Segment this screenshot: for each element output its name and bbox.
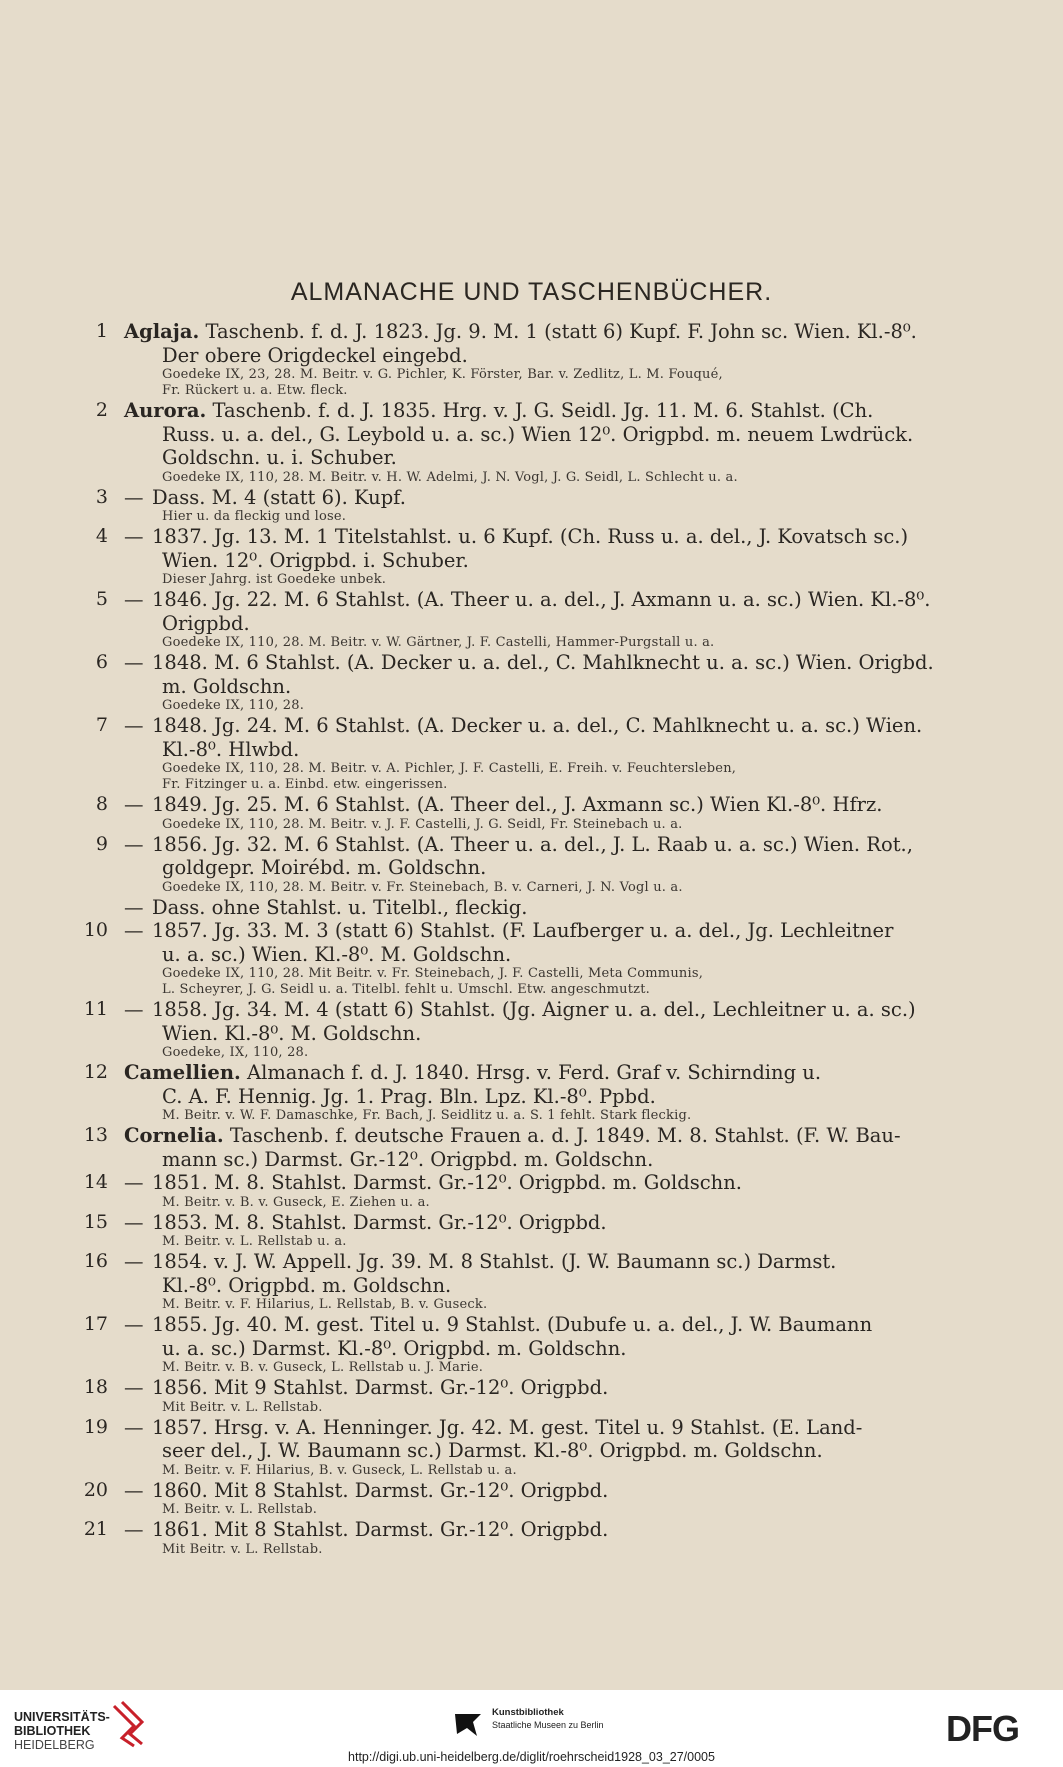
catalogue-entry: [82, 588, 972, 651]
catalogue-entry: [82, 1376, 972, 1416]
catalogue-entry: [82, 651, 972, 714]
catalogue-entry: [82, 1479, 972, 1519]
entry-number: 8: [95, 793, 108, 815]
ditto-dash: —: [124, 1415, 144, 1439]
entry-title: Aglaja.: [124, 320, 200, 343]
entry-title: Aurora.: [124, 399, 207, 422]
catalogue-entry: [82, 833, 972, 896]
dfg-logo[interactable]: DFG: [946, 1708, 1019, 1749]
entry-text: 1860. Mit 8 Stahlst. Darmst. Gr.-12⁰. Origpbd.: [152, 1478, 609, 1502]
catalogue-entry: [82, 1416, 972, 1479]
entry-number: 21: [83, 1518, 108, 1540]
entry-number: 6: [95, 651, 108, 673]
ditto-dash: —: [124, 998, 144, 1021]
entry-text: Dass. M. 4 (statt 6). Kupf.: [152, 485, 406, 509]
catalogue-entry: [82, 486, 972, 526]
ditto-dash: —: [124, 919, 144, 942]
entry-note: Dieser Jahrg. ist Goedeke unbek.: [162, 572, 387, 587]
entry-number: 20: [83, 1478, 108, 1501]
catalogue-entry: [82, 525, 972, 588]
catalogue-entry: [82, 919, 972, 998]
ditto-dash: —: [124, 1376, 144, 1399]
catalogue-entry: [82, 1313, 972, 1376]
entry-number: 10: [83, 919, 108, 941]
viewer-footer: [0, 1690, 1063, 1767]
entry-continuation: m. Goldschn.: [162, 674, 292, 698]
entry-note: Goedeke IX, 110, 28.: [162, 698, 305, 713]
entry-note: Goedeke IX, 110, 28. M. Beitr. v. J. F. Castelli, J. G. Seidl, Fr. Steinebach u. a.: [162, 816, 683, 832]
entry-text: 1855. Jg. 40. M. gest. Titel u. 9 Stahlst. (Dubufe u. a. del., J. W. Baumann: [152, 1313, 873, 1336]
entry-note: L. Scheyrer, J. G. Seidl u. a. Titelbl. fehlt u. Umschl. Etw. angeschmutzt.: [162, 982, 650, 997]
entry-number: 7: [95, 714, 108, 736]
entry-number: 11: [83, 998, 108, 1020]
ub-line-1: UNIVERSITÄTS-: [14, 1710, 110, 1724]
entry-text: 1846. Jg. 22. M. 6 Stahlst. (A. Theer u. a. del., J. Axmann u. a. sc.) Wien. Kl.-8⁰.: [152, 588, 931, 611]
entry-text: 1851. M. 8. Stahlst. Darmst. Gr.-12⁰. Origpbd. m. Goldschn.: [152, 1171, 742, 1194]
ditto-dash: —: [124, 485, 144, 509]
entry-title: Camellien.: [124, 1061, 241, 1084]
ditto-dash: —: [124, 588, 144, 611]
entry-continuation: Kl.-8⁰. Origpbd. m. Goldschn.: [162, 1273, 452, 1297]
entry-note: Goedeke, IX, 110, 28.: [162, 1045, 309, 1060]
entry-text: 1856. Jg. 32. M. 6 Stahlst. (A. Theer u. a. del., J. L. Raab u. a. sc.) Wien. Rot.,: [152, 832, 913, 856]
ub-heidelberg-label[interactable]: [14, 1710, 110, 1752]
entry-continuation: Wien. 12⁰. Origpbd. i. Schuber.: [162, 548, 469, 572]
ditto-dash: —: [124, 1478, 144, 1502]
entry-number: 15: [83, 1210, 108, 1233]
page-title: ALMANACHE UND TASCHENBÜCHER.: [290, 278, 773, 306]
entry-continuation: u. a. sc.) Wien. Kl.-8⁰. M. Goldschn.: [162, 942, 512, 966]
kunstbibliothek-label[interactable]: [492, 1706, 604, 1731]
entry-number: 14: [83, 1171, 108, 1193]
entry-text: 1854. v. J. W. Appell. Jg. 39. M. 8 Stahlst. (J. W. Baumann sc.) Darmst.: [152, 1250, 837, 1273]
ditto-dash: —: [124, 1313, 144, 1336]
entry-text: 1858. Jg. 34. M. 4 (statt 6) Stahlst. (Jg. Aigner u. a. del., Lechleitner u. a. sc.): [152, 998, 916, 1021]
ditto-dash: —: [124, 525, 144, 548]
ditto-dash: —: [124, 1171, 144, 1194]
catalogue-entry: [82, 1061, 972, 1124]
entry-text: 1856. Mit 9 Stahlst. Darmst. Gr.-12⁰. Origpbd.: [152, 1376, 609, 1399]
entry-note: M. Beitr. v. L. Rellstab.: [162, 1502, 318, 1517]
entry-number: 9: [95, 832, 108, 855]
entry-note: Goedeke IX, 23, 28. M. Beitr. v. G. Pichler, K. Förster, Bar. v. Zedlitz, L. M. Fouqué,: [162, 367, 723, 382]
entry-text: 1849. Jg. 25. M. 6 Stahlst. (A. Theer del., J. Axmann sc.) Wien Kl.-8⁰. Hfrz.: [152, 793, 883, 816]
entry-note: Fr. Rückert u. a. Etw. fleck.: [162, 383, 348, 398]
ditto-dash: —: [124, 895, 144, 919]
catalogue-entry: [82, 1124, 972, 1171]
ditto-dash: —: [124, 1210, 144, 1234]
catalogue-entry: [82, 1250, 972, 1313]
entry-text: 1861. Mit 8 Stahlst. Darmst. Gr.-12⁰. Origpbd.: [152, 1518, 609, 1541]
entry-note: M. Beitr. v. L. Rellstab u. a.: [162, 1234, 347, 1249]
entry-continuation: C. A. F. Hennig. Jg. 1. Prag. Bln. Lpz. Kl.-8⁰. Ppbd.: [162, 1084, 656, 1108]
entry-number: 3: [95, 485, 108, 508]
entry-note: Mit Beitr. v. L. Rellstab.: [162, 1541, 323, 1557]
entry-continuation: Der obere Origdeckel eingebd.: [162, 343, 468, 367]
entry-text: 1857. Hrsg. v. A. Henninger. Jg. 42. M. gest. Titel u. 9 Stahlst. (E. Land-: [152, 1415, 863, 1439]
entry-number: 13: [83, 1124, 108, 1146]
catalogue-entry: [82, 1518, 972, 1558]
entry-text: 1853. M. 8. Stahlst. Darmst. Gr.-12⁰. Origpbd.: [152, 1210, 607, 1234]
entry-note: Goedeke IX, 110, 28. M. Beitr. v. H. W. Adelmi, J. N. Vogl, J. G. Seidl, L. Schlecht u. a.: [162, 469, 738, 485]
catalogue-entry: [82, 1171, 972, 1211]
entry-text: 1837. Jg. 13. M. 1 Titelstahlst. u. 6 Kupf. (Ch. Russ u. a. del., J. Kovatsch sc.): [152, 525, 909, 548]
kb-line-1: Kunstbibliothek: [492, 1707, 564, 1718]
permalink-url[interactable]: http://digi.ub.uni-heidelberg.de/diglit/roehrscheid1928_03_27/0005: [348, 1750, 715, 1764]
entry-continuation: goldgepr. Moirébd. m. Goldschn.: [162, 856, 487, 879]
entry-continuation: Kl.-8⁰. Hlwbd.: [162, 737, 300, 761]
catalogue-entries: [82, 320, 972, 1558]
entry-continuation: seer del., J. W. Baumann sc.) Darmst. Kl.-8⁰. Origpbd. m. Goldschn.: [162, 1439, 823, 1462]
entry-text: 1857. Jg. 33. M. 3 (statt 6) Stahlst. (F. Laufberger u. a. del., Jg. Lechleitner: [152, 919, 894, 942]
catalogue-entry: [82, 399, 972, 486]
entry-number: 19: [83, 1415, 108, 1438]
entry-note: Goedeke IX, 110, 28. M. Beitr. v. A. Pichler, J. F. Castelli, E. Freih. v. Feuchtersleben,: [162, 761, 737, 776]
entry-note: M. Beitr. v. B. v. Guseck, L. Rellstab u. J. Marie.: [162, 1360, 484, 1375]
entry-note: M. Beitr. v. W. F. Damaschke, Fr. Bach, J. Seidlitz u. a. S. 1 fehlt. Stark fleckig.: [162, 1108, 692, 1123]
kunstbibliothek-logo-icon[interactable]: [453, 1708, 483, 1738]
entry-title: Cornelia.: [124, 1124, 224, 1147]
entry-continuation: Origpbd.: [162, 611, 250, 635]
ditto-dash: —: [124, 832, 144, 856]
ditto-dash: —: [124, 793, 144, 816]
entry-text: Taschenb. f. d. J. 1835. Hrg. v. J. G. Seidl. Jg. 11. M. 6. Stahlst. (Ch.: [206, 399, 874, 422]
entry-number: 2: [95, 399, 108, 421]
ditto-dash: —: [124, 714, 144, 737]
entry-note: Goedeke IX, 110, 28. M. Beitr. v. W. Gärtner, J. F. Castelli, Hammer-Purgstall u. a.: [162, 635, 715, 650]
catalogue-entry: [82, 320, 972, 399]
entry-text: Almanach f. d. J. 1840. Hrsg. v. Ferd. Graf v. Schirnding u.: [240, 1061, 822, 1084]
ub-line-2: BIBLIOTHEK: [14, 1724, 91, 1738]
entry-number: 16: [83, 1250, 108, 1272]
entry-number: 17: [83, 1313, 108, 1335]
entry-text: Dass. ohne Stahlst. u. Titelbl., fleckig.: [152, 895, 528, 919]
entry-note: Hier u. da fleckig und lose.: [162, 509, 347, 524]
entry-continuation: u. a. sc.) Darmst. Kl.-8⁰. Origpbd. m. Goldschn.: [162, 1336, 627, 1360]
catalogue-entry: [82, 896, 972, 920]
ditto-dash: —: [124, 1518, 144, 1541]
catalogue-entry: [82, 793, 972, 833]
catalogue-entry: [82, 714, 972, 793]
entry-note: M. Beitr. v. B. v. Guseck, E. Ziehen u. a.: [162, 1194, 430, 1210]
entry-note: Fr. Fitzinger u. a. Einbd. etw. eingerissen.: [162, 777, 448, 792]
entry-note: Goedeke IX, 110, 28. Mit Beitr. v. Fr. Steinebach, J. F. Castelli, Meta Communis,: [162, 966, 704, 981]
entry-note: M. Beitr. v. F. Hilarius, B. v. Guseck, L. Rellstab u. a.: [162, 1462, 517, 1478]
entry-continuation: Russ. u. a. del., G. Leybold u. a. sc.) Wien 12⁰. Origpbd. m. neuem Lwdrück.: [162, 422, 914, 446]
kb-line-2: Staatliche Museen zu Berlin: [492, 1720, 604, 1730]
entry-continuation: Goldschn. u. i. Schuber.: [162, 446, 397, 469]
entry-number: 1: [95, 320, 108, 342]
ditto-dash: —: [124, 651, 144, 674]
entry-note: M. Beitr. v. F. Hilarius, L. Rellstab, B. v. Guseck.: [162, 1297, 488, 1312]
entry-note: Mit Beitr. v. L. Rellstab.: [162, 1399, 323, 1415]
ub-line-3: HEIDELBERG: [14, 1738, 95, 1752]
entry-number: 18: [83, 1376, 108, 1398]
entry-note: Goedeke IX, 110, 28. M. Beitr. v. Fr. Steinebach, B. v. Carneri, J. N. Vogl u. a.: [162, 879, 683, 895]
entry-number: 4: [95, 525, 108, 547]
entry-text: Taschenb. f. deutsche Frauen a. d. J. 1849. M. 8. Stahlst. (F. W. Bau-: [223, 1124, 901, 1147]
catalogue-entry: [82, 998, 972, 1061]
entry-text: Taschenb. f. d. J. 1823. Jg. 9. M. 1 (statt 6) Kupf. F. John sc. Wien. Kl.-8⁰.: [199, 320, 917, 343]
catalogue-entry: [82, 1211, 972, 1251]
entry-text: 1848. M. 6 Stahlst. (A. Decker u. a. del., C. Mahlknecht u. a. sc.) Wien. Origbd.: [152, 651, 934, 674]
entry-number: 5: [95, 588, 108, 610]
entry-text: 1848. Jg. 24. M. 6 Stahlst. (A. Decker u. a. del., C. Mahlknecht u. a. sc.) Wien.: [152, 714, 923, 737]
ub-heidelberg-logo-icon[interactable]: [108, 1700, 148, 1748]
entry-continuation: Wien. Kl.-8⁰. M. Goldschn.: [162, 1021, 422, 1045]
ditto-dash: —: [124, 1250, 144, 1273]
entry-continuation: mann sc.) Darmst. Gr.-12⁰. Origpbd. m. Goldschn.: [162, 1147, 654, 1171]
entry-number: 12: [83, 1061, 108, 1083]
